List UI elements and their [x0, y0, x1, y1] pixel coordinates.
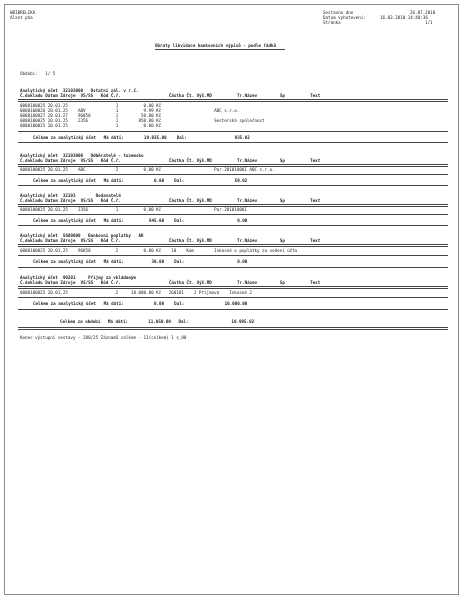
col-source: Zdroje	[60, 280, 76, 285]
table-row: 0000100025 20.01.25 ABC 2 0.00 Kč Par.201010001 ABC s.r.o.	[20, 167, 275, 172]
col-vs: VS/SS	[80, 198, 94, 203]
col-doc: Č.dokladu	[20, 198, 43, 203]
col-text: Text	[310, 93, 321, 98]
grand-total: Celkem za období Má dáti: 11.050.00 Dal: 10.985.02	[60, 319, 255, 324]
col-md: Výš.MD	[196, 158, 212, 163]
col-sp: Sp	[279, 158, 285, 163]
created-value: 16.03.2010 14:40:36	[380, 15, 428, 20]
created-label: Datum vyhotovení:	[323, 15, 366, 20]
section-rule	[18, 225, 448, 226]
col-code: Kód	[100, 280, 109, 285]
col-doc: Č.dokladu	[20, 158, 43, 163]
print-date-value: 26.07.2010	[410, 10, 436, 15]
period-line: Období: 1/ 5	[20, 71, 56, 76]
col-row: Č.ř.	[110, 158, 121, 163]
table-row: 0000100025 20.01.25 2 10.000.00 Kč 260101 2 Příjmová Inkasné 2	[20, 290, 252, 295]
col-vs: VS/SS	[80, 280, 94, 285]
section-rule	[18, 267, 448, 268]
col-amount: Částka	[168, 238, 184, 243]
table-row: 0000100025 20.01.25 2356 1 850.00 Kč Sesterská společnost	[20, 118, 265, 123]
col-trname: Tr.Název	[237, 280, 258, 285]
report-footer: Konec výstupní sestavy - 200/25 Záznamů celkem - 11(celkem) 1 s_00	[20, 335, 187, 340]
section-rule	[18, 131, 448, 132]
col-date: Datum	[45, 158, 58, 163]
col-trname: Tr.Název	[237, 198, 258, 203]
col-date: Datum	[45, 280, 58, 285]
col-text: Text	[310, 198, 321, 203]
col-text: Text	[310, 280, 321, 285]
col-ct: Čt.	[186, 93, 195, 98]
col-vs: VS/SS	[80, 93, 94, 98]
col-trname: Tr.Název	[237, 93, 258, 98]
col-doc: Č.dokladu	[20, 280, 43, 285]
col-source: Zdroje	[60, 198, 76, 203]
col-date: Datum	[45, 198, 58, 203]
section-total: Celkem za analytický účet Má dáti: 19.035.00 Dal: 935.02	[33, 135, 250, 140]
col-source: Zdroje	[60, 238, 76, 243]
section-rule	[18, 214, 448, 215]
col-amount: Částka	[168, 93, 184, 98]
section-total: Celkem za analytický účet Má dáti: 30.00 Dal: 0.00	[33, 259, 248, 264]
col-row: Č.ř.	[110, 93, 121, 98]
column-header-row	[20, 280, 320, 285]
col-doc: Č.dokladu	[20, 93, 43, 98]
column-header-row	[20, 198, 320, 203]
report-title: Obraty likvidace bankovních výpisů - podle řádků	[155, 43, 277, 48]
column-header-row	[20, 93, 320, 98]
table-row: 0000100025 20.01.25 1 0.00 Kč	[20, 103, 162, 108]
col-code: Kód	[100, 198, 109, 203]
page-value: 1/1	[425, 20, 433, 25]
col-sp: Sp	[279, 238, 285, 243]
page-label: Stránka	[323, 20, 341, 25]
section-rule	[18, 297, 448, 298]
table-row: 0000100025 20.01.25 2356 1 0.00 Kč Par.201010001	[20, 207, 247, 212]
col-sp: Sp	[279, 198, 285, 203]
col-md: Výš.MD	[196, 93, 212, 98]
col-trname: Tr.Název	[237, 238, 258, 243]
col-amount: Částka	[168, 158, 184, 163]
col-row: Č.ř.	[110, 198, 121, 203]
col-date: Datum	[45, 238, 58, 243]
grand-total-rule	[18, 327, 448, 330]
table-row: 0000100027 20.01.27 96850 1 50.00 Kč	[20, 113, 162, 118]
company-name: WBIBRELIKA	[10, 10, 36, 15]
section-total: Celkem za analytický účet Má dáti: 0.00 Dal: 59.02	[33, 178, 248, 183]
col-text: Text	[310, 158, 321, 163]
header-rule	[18, 99, 448, 102]
section-rule	[18, 185, 448, 186]
col-source: Zdroje	[60, 93, 76, 98]
col-amount: Částka	[168, 198, 184, 203]
header-rule	[18, 286, 448, 289]
col-sp: Sp	[279, 280, 285, 285]
col-trname: Tr.Název	[237, 158, 258, 163]
col-row: Č.ř.	[110, 238, 121, 243]
table-row: 0000100025 20.01.25 96850 2 0.00 Kč 10 Kom Inkasné o poplatky za vedení účtu	[20, 248, 298, 253]
column-header-row	[20, 238, 320, 243]
table-row: 0000100025 20.01.25 1 0.00 Kč	[20, 123, 162, 128]
col-sp: Sp	[279, 93, 285, 98]
header-rule	[18, 244, 448, 247]
account-line: Analytický účet 32103000 Odběratelé - tuzemsko	[20, 153, 144, 158]
col-source: Zdroje	[60, 158, 76, 163]
title-underline	[155, 49, 285, 50]
account-line: Analytický účet 32103 Dodavatelé	[20, 193, 121, 198]
section-rule	[18, 142, 448, 143]
account-line: Analytický účet 5680000 Bankovní poplatky AK	[20, 233, 144, 238]
column-header-row	[20, 158, 320, 163]
col-ct: Čt.	[186, 158, 195, 163]
col-code: Kód	[100, 93, 109, 98]
col-text: Text	[310, 238, 321, 243]
account-line: Analytický účet 90201 Příjmy za vkládaným	[20, 275, 136, 280]
account-line: Analytický účet 32103000 Ostatní zál. v r.č.	[20, 88, 139, 93]
table-row: 0000100026 20.01.25 ABV 1 9.99 Kč ABC s.r.o.	[20, 108, 240, 113]
col-ct: Čt.	[186, 280, 195, 285]
col-vs: VS/SS	[80, 158, 94, 163]
col-code: Kód	[100, 238, 109, 243]
col-amount: Částka	[168, 280, 184, 285]
col-code: Kód	[100, 158, 109, 163]
col-md: Výš.MD	[196, 198, 212, 203]
col-date: Datum	[45, 93, 58, 98]
report-page	[4, 4, 459, 595]
col-vs: VS/SS	[80, 238, 94, 243]
section-total: Celkem za analytický účet Má dáti: 0.00 Dal: 10.000.00	[33, 301, 248, 306]
col-ct: Čt.	[186, 198, 195, 203]
col-ct: Čt.	[186, 238, 195, 243]
col-md: Výš.MD	[196, 238, 212, 243]
col-doc: Č.dokladu	[20, 238, 43, 243]
company-subline: Alzet pha	[10, 15, 33, 20]
col-md: Výš.MD	[196, 280, 212, 285]
print-date-label: Sestavno dne	[323, 10, 354, 15]
col-row: Č.ř.	[110, 280, 121, 285]
section-total: Celkem za analytický účet Má dáti: 645.00 Dal: 0.00	[33, 218, 248, 223]
section-rule	[18, 309, 448, 310]
section-rule	[18, 174, 448, 175]
section-rule	[18, 255, 448, 256]
